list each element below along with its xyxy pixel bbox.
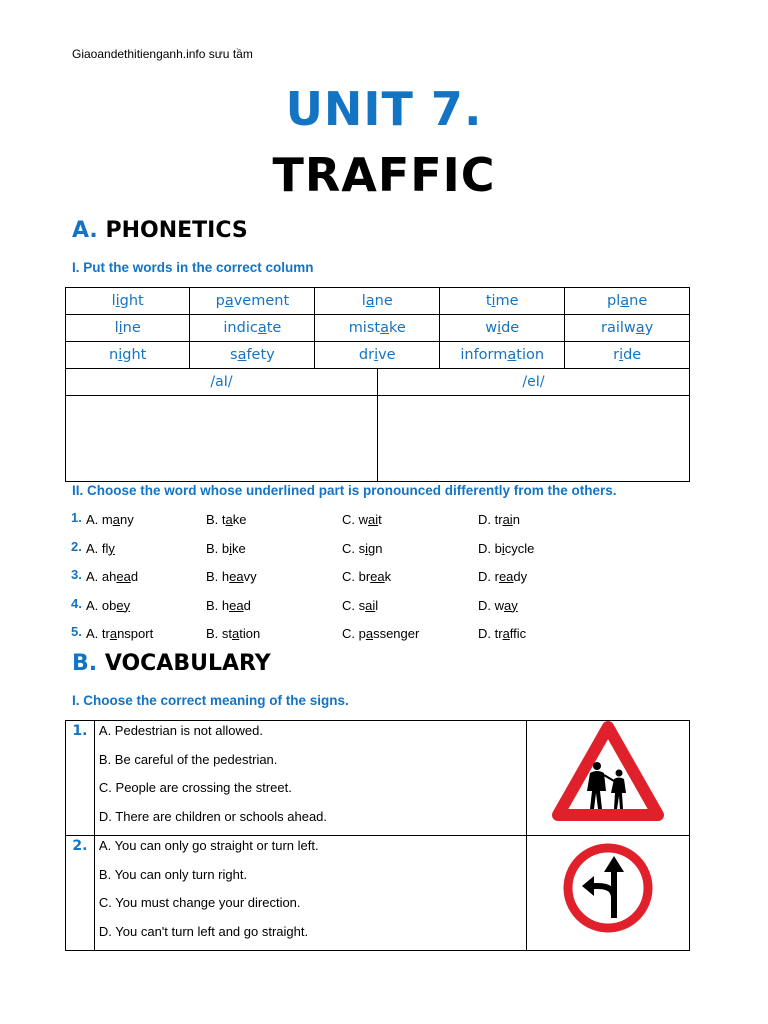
underlined-sound: i	[229, 540, 233, 556]
answer-option[interactable]	[206, 598, 251, 613]
option-text: t	[378, 512, 382, 527]
word-part: l	[114, 320, 119, 336]
exercise-instruction: I. Choose the correct meaning of the signs.	[72, 693, 349, 708]
option-text: cycle	[504, 540, 535, 556]
topic-title: TRAFFIC	[272, 148, 496, 202]
underlined-sound: i	[118, 320, 123, 336]
option-text: B. b	[206, 540, 230, 556]
answer-option[interactable]	[206, 512, 246, 527]
word-cell	[66, 315, 190, 342]
option-text: A. tr	[86, 626, 110, 641]
underlined-sound: a	[112, 512, 120, 527]
word-cell	[440, 342, 565, 369]
answer-option[interactable]	[478, 626, 526, 641]
section-a-heading	[72, 218, 248, 243]
option-text: A. m	[86, 512, 113, 527]
sign-meaning-table	[65, 720, 690, 951]
underlined-sound: ea	[370, 569, 385, 584]
option-text: A. ob	[86, 597, 117, 613]
answer-option[interactable]	[342, 541, 382, 556]
word-part: pl	[607, 293, 621, 309]
word-part: w	[485, 320, 498, 336]
section-b-heading	[72, 651, 271, 676]
underlined-sound: ea	[229, 569, 244, 584]
answer-option[interactable]: A. Pedestrian is not allowed.	[98, 723, 263, 738]
underlined-sound: ay	[504, 597, 518, 613]
underlined-sound: a	[620, 293, 630, 309]
word-cell	[66, 342, 190, 369]
word-part: p	[215, 293, 225, 309]
answer-option[interactable]	[206, 626, 260, 641]
option-text: C. br	[342, 569, 371, 584]
word-part: de	[501, 320, 520, 336]
option-text: C. p	[342, 626, 366, 641]
question-number: 3.	[71, 567, 82, 582]
underlined-sound: y	[108, 540, 115, 556]
underlined-sound: ea	[116, 569, 131, 584]
word-part: dr	[358, 347, 375, 363]
underlined-sound: ea	[229, 597, 244, 613]
option-text: B. h	[206, 569, 230, 584]
section-letter: A.	[72, 218, 98, 243]
option-text: D. b	[478, 540, 502, 556]
word-part: vement	[233, 293, 290, 309]
option-text: D. tr	[478, 512, 503, 527]
section-title: VOCABULARY	[104, 651, 271, 676]
word-part: mist	[348, 320, 381, 336]
answer-column-ei[interactable]	[377, 396, 689, 482]
underlined-sound: a	[109, 626, 118, 641]
sound-header-ei: /eI/	[377, 369, 689, 396]
children-crossing-sign-icon	[552, 721, 664, 825]
section-letter: B.	[72, 651, 98, 676]
underlined-sound: ai	[502, 512, 513, 527]
word-part: ne	[629, 293, 648, 309]
underlined-sound: i	[491, 293, 496, 309]
word-cell	[565, 288, 690, 315]
answer-option[interactable]	[86, 598, 130, 613]
answer-option[interactable]: A. You can only go straight or turn left.	[98, 838, 319, 853]
question-number: 1.	[71, 510, 82, 525]
answer-options	[94, 721, 526, 836]
answer-option[interactable]	[86, 626, 153, 641]
answer-option[interactable]: C. People are crossing the street.	[98, 780, 292, 795]
underlined-sound: i	[619, 347, 624, 363]
word-cell	[565, 315, 690, 342]
word-part: n	[109, 347, 119, 363]
underlined-sound: i	[374, 347, 379, 363]
underlined-sound: a	[635, 320, 645, 336]
answer-option[interactable]	[86, 512, 134, 527]
answer-option[interactable]	[342, 512, 382, 527]
source-note: Giaoandethitienganh.info sưu tầm	[72, 47, 253, 61]
exercise-instruction: I. Put the words in the correct column	[72, 260, 314, 275]
answer-options	[94, 836, 526, 951]
answer-option[interactable]	[342, 598, 378, 613]
word-part: de	[623, 347, 642, 363]
word-cell	[66, 288, 190, 315]
underlined-sound: i	[501, 540, 505, 556]
unit-title: UNIT 7.	[285, 82, 483, 136]
underlined-sound: ai	[368, 512, 379, 527]
word-table	[65, 287, 690, 369]
answer-option[interactable]: D. There are children or schools ahead.	[98, 808, 328, 824]
section-title: PHONETICS	[105, 218, 248, 243]
sign-number: 1.	[66, 721, 95, 836]
underlined-sound: a	[365, 626, 374, 641]
word-row	[66, 288, 690, 315]
underlined-sound: ea	[498, 569, 514, 584]
option-text: dy	[513, 569, 528, 584]
option-text: ny	[119, 512, 134, 527]
word-cell	[440, 288, 565, 315]
option-text: k	[384, 569, 392, 584]
underlined-sound: a	[257, 320, 267, 336]
word-part: railw	[601, 320, 636, 336]
word-part: me	[495, 293, 519, 309]
option-text: gn	[368, 540, 383, 556]
option-text: B. t	[206, 512, 226, 527]
word-cell	[565, 342, 690, 369]
answer-option[interactable]: D. You can't turn left and go straight.	[98, 923, 309, 939]
word-part: ve	[378, 347, 396, 363]
word-cell	[315, 342, 440, 369]
word-part: l	[111, 293, 116, 309]
option-text: d	[243, 597, 251, 613]
underlined-sound: i	[115, 293, 120, 309]
word-part: te	[266, 320, 282, 336]
word-part: y	[644, 320, 654, 336]
word-cell	[315, 288, 440, 315]
answer-option[interactable]: B. Be careful of the pedestrian.	[98, 751, 278, 767]
underlined-sound: a	[502, 626, 510, 641]
option-text: d	[130, 569, 139, 584]
answer-option[interactable]	[86, 541, 115, 556]
question-number: 4.	[71, 595, 82, 611]
answer-option[interactable]	[206, 541, 246, 556]
word-row	[66, 342, 690, 369]
word-part: l	[361, 293, 366, 309]
word-row	[66, 315, 690, 342]
option-text: A. ah	[86, 569, 117, 584]
underlined-sound: i	[497, 320, 502, 336]
word-part: ne	[122, 320, 141, 336]
option-text: D. w	[478, 597, 504, 613]
sign-row	[66, 836, 690, 951]
answer-option[interactable]: B. You can only turn right.	[98, 866, 248, 882]
underlined-sound: ey	[116, 597, 131, 613]
option-text: ffic	[509, 626, 527, 641]
option-text: l	[375, 597, 379, 613]
underlined-sound: i	[365, 540, 369, 556]
word-part: r	[613, 347, 620, 363]
sound-sort-table	[65, 368, 690, 482]
option-text: B. h	[206, 597, 230, 613]
word-part: t	[485, 293, 492, 309]
word-part: ne	[374, 293, 393, 309]
option-text: vy	[243, 569, 257, 584]
straight-or-left-sign-icon	[558, 836, 658, 940]
answer-option[interactable]: C. You must change your direction.	[98, 895, 301, 910]
answer-option[interactable]	[478, 512, 520, 527]
word-part: inform	[460, 347, 508, 363]
option-text: A. fl	[86, 540, 109, 556]
answer-option[interactable]	[342, 569, 391, 584]
sign-row	[66, 721, 690, 836]
sign-image-cell	[527, 721, 690, 836]
answer-option[interactable]	[206, 569, 257, 584]
word-part: tion	[516, 347, 545, 363]
option-text: D. tr	[478, 626, 503, 641]
answer-option[interactable]	[478, 541, 534, 556]
option-text: C. s	[342, 540, 366, 556]
option-text: nsport	[117, 626, 154, 641]
option-text: n	[512, 512, 520, 527]
underlined-sound: a	[365, 293, 375, 309]
question-number: 5.	[71, 624, 82, 639]
sound-header-ai: /aI/	[66, 369, 378, 396]
word-cell	[190, 315, 315, 342]
option-text: D. r	[478, 569, 499, 584]
underlined-sound: ai	[365, 597, 376, 613]
word-part: ght	[119, 293, 144, 309]
option-text: ke	[232, 512, 247, 527]
word-cell	[190, 288, 315, 315]
word-part: indic	[223, 320, 258, 336]
underlined-sound: i	[118, 347, 123, 363]
word-cell	[190, 342, 315, 369]
underlined-sound: a	[224, 293, 234, 309]
option-text: tion	[239, 626, 261, 641]
sign-image-cell	[527, 836, 690, 951]
answer-column-ai[interactable]	[66, 396, 378, 482]
word-part: fety	[246, 347, 275, 363]
answer-option[interactable]	[478, 598, 518, 613]
option-text: ke	[232, 540, 246, 556]
answer-option[interactable]	[342, 626, 419, 641]
answer-option[interactable]	[478, 569, 527, 584]
word-part: ght	[122, 347, 147, 363]
option-text: C. s	[342, 597, 366, 613]
answer-option[interactable]	[86, 569, 138, 584]
option-text: B. st	[206, 626, 233, 641]
word-cell	[440, 315, 565, 342]
option-text: ssenger	[373, 626, 420, 641]
word-part: ke	[388, 320, 406, 336]
question-number: 2.	[71, 538, 82, 554]
sign-number: 2.	[66, 836, 95, 951]
exercise-instruction: II. Choose the word whose underlined part is pronounced differently from the others.	[72, 483, 617, 498]
word-cell	[315, 315, 440, 342]
underlined-sound: a	[232, 626, 240, 641]
word-part: s	[230, 347, 238, 363]
underlined-sound: a	[380, 320, 389, 336]
underlined-sound: a	[507, 347, 517, 363]
underlined-sound: a	[225, 512, 233, 527]
underlined-sound: a	[237, 347, 247, 363]
option-text: C. w	[342, 512, 368, 527]
